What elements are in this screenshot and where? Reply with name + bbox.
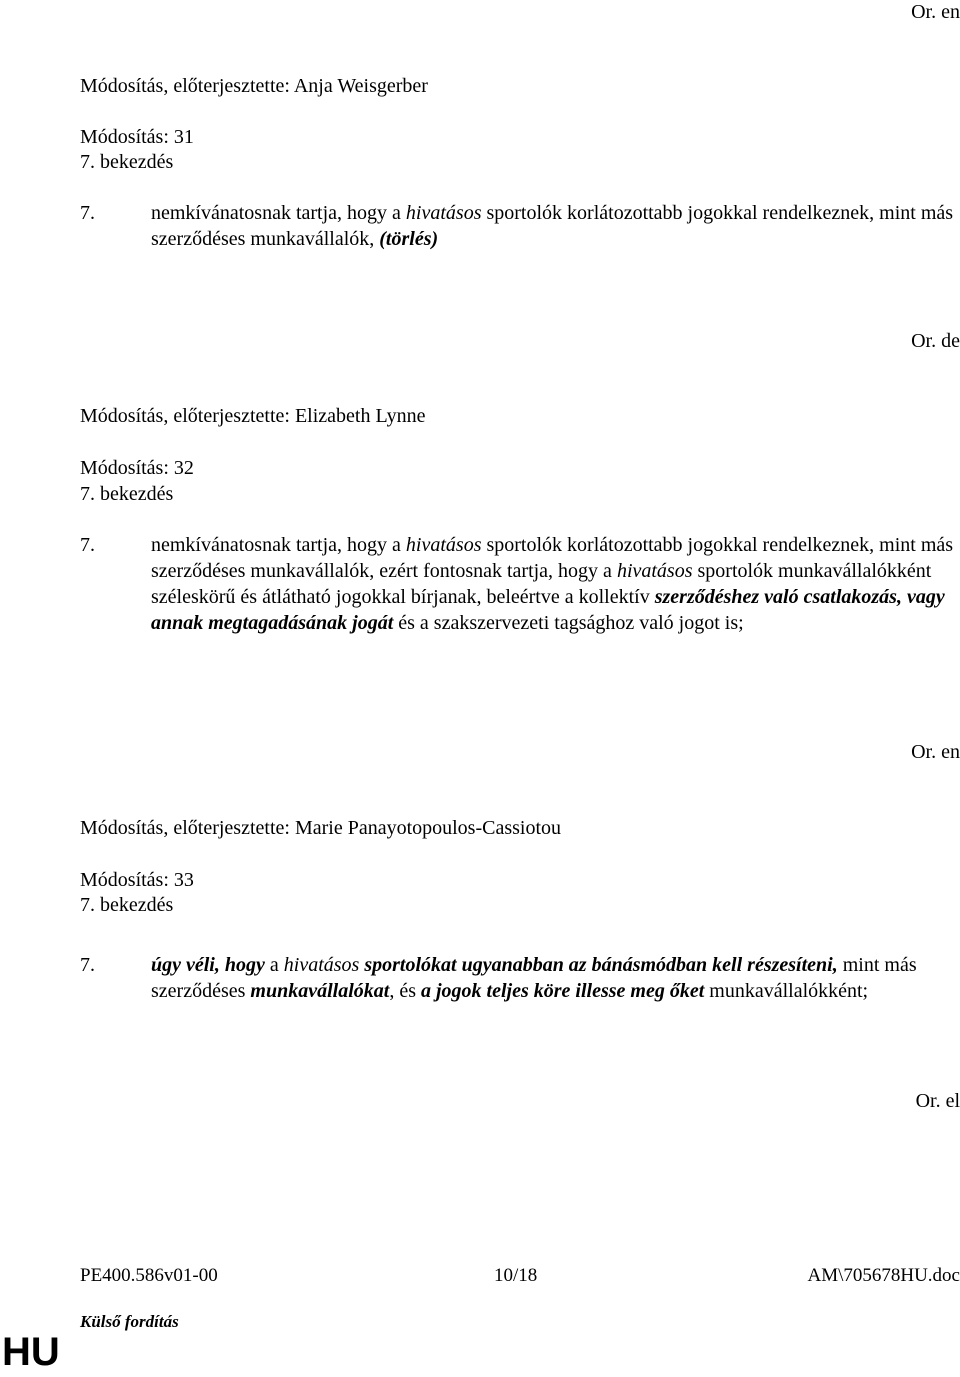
tabled-by: Módosítás, előterjesztette: Marie Panayotopoulos-Cassiotou: [80, 817, 562, 839]
text-segment: úgy véli, hogy: [151, 954, 265, 976]
paragraph-number: 7.: [80, 534, 95, 556]
text-segment: sportolók korlátozottabb jogokkal rendelkeznek, mint más szerződéses munkavállalók,: [151, 202, 954, 250]
text-segment: hivatásos: [405, 202, 482, 224]
text-segment: mint más szerződéses: [151, 954, 917, 1002]
text-segment: sportolókat ugyanabban az bánásmódban kell részesíteni,: [364, 954, 838, 976]
text-segment: a jogok teljes köre illesse meg őket: [420, 980, 705, 1002]
text-segment: szerződéshez való csatlakozás, vagy annak megtagadásának jogát: [151, 586, 945, 634]
text-segment: munkavállalókként;: [704, 980, 869, 1002]
text-segment: (törlés): [379, 228, 439, 250]
text-segment: és a szakszervezeti tagsághoz való jogot is;: [393, 612, 744, 634]
text-segment: hivatásos: [283, 954, 360, 976]
original-language-label: Or. en: [911, 741, 960, 763]
amendment-body: [151, 532, 960, 636]
paragraph-reference: 7. bekezdés: [80, 894, 174, 916]
original-language-label: Or. el: [915, 1090, 960, 1112]
footer-doc-ref: PE400.586v01-00: [80, 1265, 218, 1286]
original-language-label: Or. en: [911, 1, 960, 23]
text-segment: sportolók korlátozottabb jogokkal rendelkeznek, mint más szerződéses munkavállalók, ezért fontosnak tartja, hogy a: [151, 534, 954, 582]
text-segment: a: [264, 954, 284, 976]
text-segment: nemkívánatosnak tartja, hogy a: [151, 534, 406, 556]
translation-note: Külső fordítás: [80, 1312, 179, 1331]
language-code: HU: [2, 1330, 60, 1374]
amendment-number: Módosítás: 33: [80, 869, 194, 891]
footer-file-name: AM\705678HU.doc: [807, 1265, 960, 1286]
paragraph-number: 7.: [80, 954, 95, 976]
text-segment: hivatásos: [616, 560, 693, 582]
paragraph-reference: 7. bekezdés: [80, 151, 174, 173]
footer-page-number: 10/18: [494, 1265, 538, 1286]
paragraph-number: 7.: [80, 202, 95, 224]
original-language-label: Or. de: [911, 330, 960, 352]
paragraph-reference: 7. bekezdés: [80, 483, 174, 505]
text-segment: , és: [389, 980, 421, 1002]
amendment-body: [151, 200, 960, 252]
amendment-body: [151, 952, 960, 1004]
amendment-number: Módosítás: 31: [80, 126, 194, 148]
tabled-by: Módosítás, előterjesztette: Elizabeth Lynne: [80, 405, 426, 427]
text-segment: nemkívánatosnak tartja, hogy a: [151, 202, 406, 224]
text-segment: hivatásos: [405, 534, 482, 556]
tabled-by: Módosítás, előterjesztette: Anja Weisgerber: [80, 75, 428, 97]
text-segment: sportolók munkavállalókként széleskörű és átlátható jogokkal bírjanak, beleértve a kollektív: [151, 560, 932, 608]
amendment-number: Módosítás: 32: [80, 457, 194, 479]
text-segment: munkavállalókat: [250, 980, 390, 1002]
